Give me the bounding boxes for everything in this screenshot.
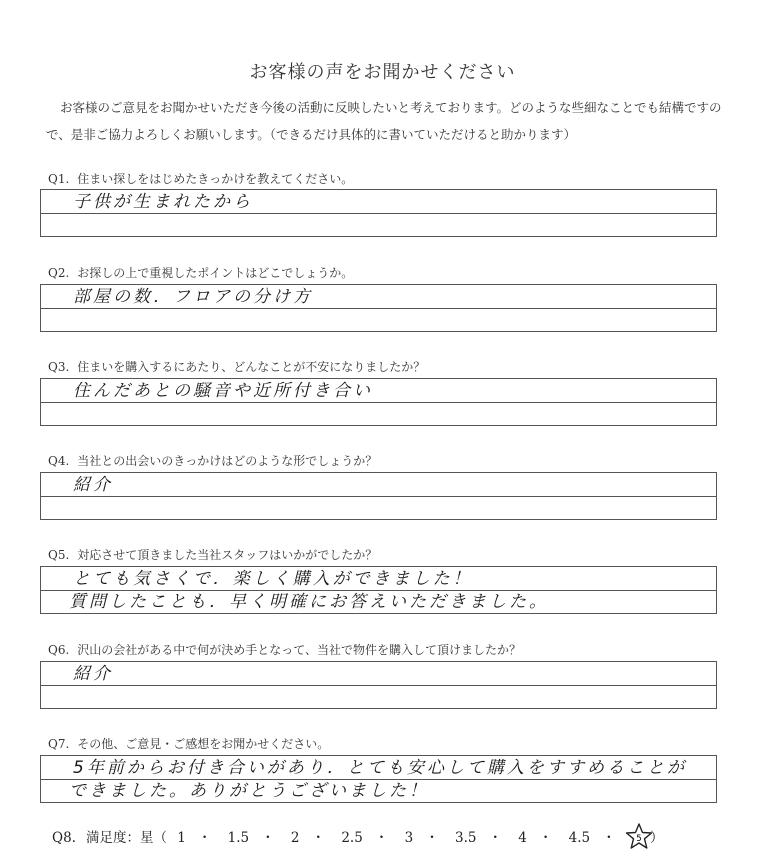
star-icon	[625, 823, 653, 849]
rating-label: 満足度：星（	[85, 830, 167, 846]
question-number: Q7.	[48, 737, 70, 751]
selected-rating[interactable]	[628, 826, 650, 846]
selected-rating-value: 5	[636, 834, 642, 844]
page-title: お客様の声をお聞かせください	[249, 62, 516, 83]
question-text: 対応させて頂きました当社スタッフはいかがでしたか？	[77, 548, 378, 562]
question-text: 当社との出会いのきっかけはどのような形でしょうか？	[77, 454, 378, 468]
answer-box-6[interactable]	[40, 661, 717, 709]
answer-line-1: 紹介	[73, 475, 113, 495]
question-number: Q4.	[48, 454, 70, 468]
question-text: 住まいを購入するにあたり、どんなことが不安になりましたか？	[77, 360, 426, 374]
rating-option[interactable]: 1.5	[227, 830, 250, 846]
answer-line-2: できました。ありがとうございました！	[69, 781, 429, 801]
rating-option[interactable]: 2.5	[341, 830, 363, 846]
answer-box-3[interactable]	[40, 378, 717, 426]
answer-line-1: とても気さくで．楽しく購入ができました！	[73, 569, 473, 589]
answer-line-1: 住んだあとの騒音や近所付き合い	[73, 381, 373, 401]
question-text: お探しの上で重視したポイントはどこでしょうか。	[77, 266, 354, 280]
rating-option[interactable]: 3.5	[454, 830, 477, 846]
question-7	[48, 735, 329, 752]
rating-option[interactable]: 3	[404, 830, 414, 846]
answer-line-2: 質問したことも．早く明確にお答えいただきました。	[69, 592, 549, 612]
answer-line-1: 部屋の数．フロアの分け方	[73, 287, 313, 307]
question-5	[48, 546, 377, 563]
answer-box-5[interactable]	[40, 566, 717, 614]
answer-box-2[interactable]	[40, 284, 717, 332]
question-4	[48, 452, 377, 469]
question-1	[48, 170, 353, 187]
answer-line-1: 子供が生まれたから	[73, 192, 253, 212]
question-number: Q1.	[48, 172, 70, 186]
answer-box-1[interactable]	[40, 189, 717, 237]
answer-line-1: 紹介	[73, 664, 113, 684]
question-number: Q3.	[48, 360, 70, 374]
rating-close: ）	[649, 830, 664, 846]
answer-box-7[interactable]	[40, 755, 717, 803]
intro-text: お客様のご意見をお聞かせいただき今後の活動に反映したいと考えております。どのような些細なことでも結構ですので、是非ご協力よろしくお願いします。（できるだけ具体的に書いていただけると助かります）	[46, 100, 722, 142]
question-6	[48, 641, 521, 658]
question-number: Q8.	[52, 830, 76, 846]
rating-option[interactable]: 4	[518, 830, 527, 846]
satisfaction-rating: Q8. 満足度：星（ 1 ・ 1.5 ・ 2 ・ 2.5 ・ 3 ・ 3.5 ・ 4 ・ 4.5 ・ 5 ）	[52, 826, 663, 846]
question-number: Q2.	[48, 266, 70, 280]
question-text: 沢山の会社がある中で何が決め手となって、当社で物件を購入して頂けましたか？	[77, 643, 522, 657]
question-text: 住まい探しをはじめたきっかけを教えてください。	[77, 172, 354, 186]
question-3	[48, 358, 425, 375]
answer-box-4[interactable]	[40, 472, 717, 520]
rating-option[interactable]: 1	[177, 830, 186, 846]
question-number: Q6.	[48, 643, 70, 657]
rating-option[interactable]: 2	[290, 830, 300, 846]
question-number: Q5.	[48, 548, 70, 562]
answer-line-1: 5年前からお付き合いがあり．とても安心して購入をすすめることが	[73, 758, 687, 778]
question-2	[48, 264, 353, 281]
question-text: その他、ご意見・ご感想をお聞かせください。	[77, 737, 330, 751]
rating-option[interactable]: 4.5	[568, 830, 591, 846]
